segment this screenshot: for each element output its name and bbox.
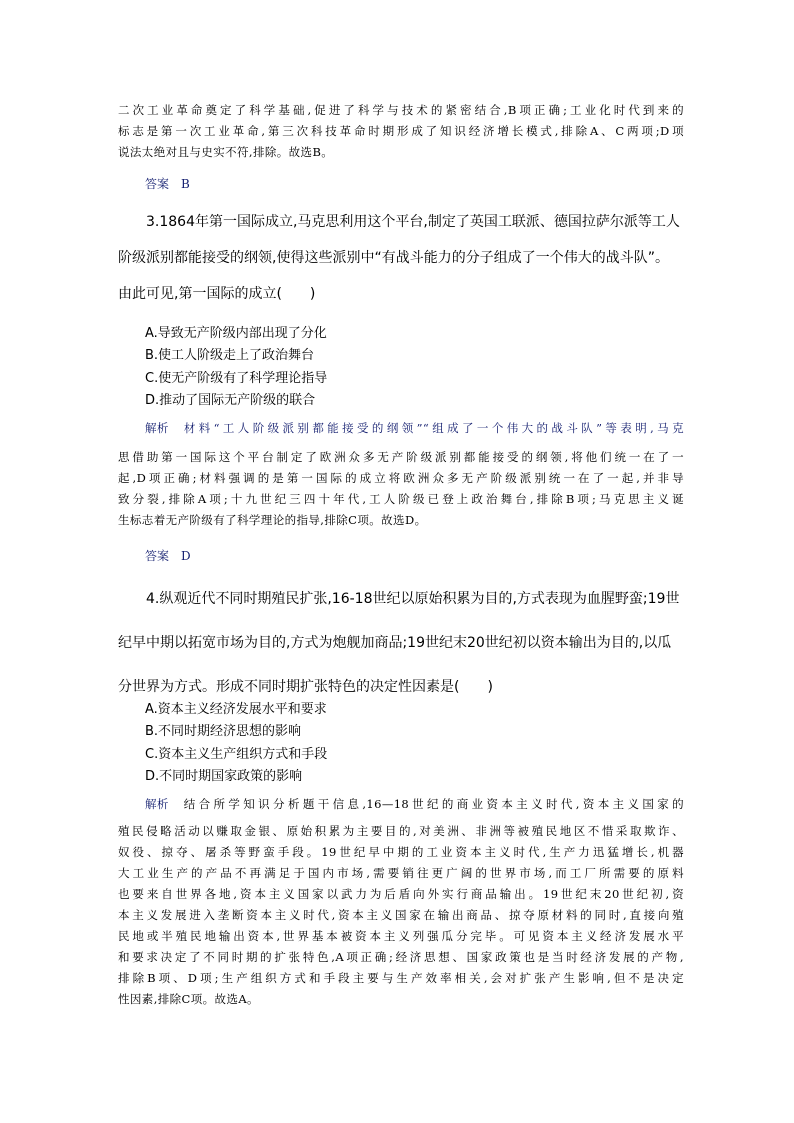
q4-option-b: B.不同时期经济思想的影响 [145, 724, 302, 740]
q3-option-d: D.推动了国际无产阶级的联合 [145, 393, 316, 409]
q4-stem [118, 584, 684, 702]
q4-explanation-line: 奴役、掠夺、屠杀等野蛮手段。19世纪早中期的工业资本主义时代,生产力迅猛增长,机器 [118, 845, 684, 859]
q3-options [145, 323, 327, 413]
q4-stem-line: 4.纵观近代不同时期殖民扩张,16-18世纪以原始积累为目的,方式表现为血腥野蛮;19世 [146, 591, 680, 607]
q4-stem-line: 分世界为方式。形成不同时期扩张特色的决定性因素是( ) [118, 679, 493, 695]
q4-explanation-line: 解析 结合所学知识分析题干信息,16—18世纪的商业资本主义时代,资本主义国家的 [118, 794, 684, 815]
q3-explanation-line: 生标志着无产阶级有了科学理论的指导,排除C项。故选D。 [118, 513, 427, 527]
q2-explanation-line: 说法太绝对且与史实不符,排除。故选B。 [118, 145, 334, 159]
q4-explanation-line: 也要来自世界各地,资本主义国家以武力为后盾向外实行商品输出。19世纪末20世纪初,资 [118, 887, 684, 901]
q2-explanation-line: 二次工业革命奠定了科学基础,促进了科学与技术的紧密结合,B项正确;工业化时代到来的 [118, 103, 684, 117]
q3-option-c: C.使无产阶级有了科学理论指导 [145, 370, 328, 386]
answer-value: B [181, 177, 190, 191]
q2-explanation-line: 标志是第一次工业革命,第三次科技革命时期形成了知识经济增长模式,排除A、C两项;D项 [118, 124, 684, 138]
answer-label: 答案 [145, 549, 170, 563]
q4-options [145, 699, 327, 789]
q4-explanation-line: 大工业生产的产品不再满足于国内市场,需要销往更广阔的世界市场,而工厂所需要的原料 [118, 866, 684, 880]
q4-stem-line: 纪早中期以拓宽市场为目的,方式为炮舰加商品;19世纪末20世纪初以资本输出为目的,以瓜 [118, 635, 672, 651]
q3-explanation-line: 致分裂,排除A项;十九世纪三四十年代,工人阶级已登上政治舞台,排除B项;马克思主义诞 [118, 492, 684, 506]
q3-explanation-line: 思借助第一国际这个平台制定了欧洲众多无产阶级派别都能接受的纲领,将他们统一在了一 [118, 450, 684, 464]
q3-stem [118, 207, 684, 309]
q4-explanation-line: 排除B项、D项;生产组织方式和手段主要与生产效率相关,会对扩张产生影响,但不是决定 [118, 971, 684, 985]
q3-stem-line: 阶级派别都能接受的纲领,使得这些派别中“有战斗能力的分子组成了一个伟大的战斗队”。 [118, 250, 669, 266]
answer-value: D [181, 549, 191, 563]
q4-explanation [118, 794, 684, 1010]
explanation-label: 解析 [145, 421, 169, 435]
q3-option-a: A.导致无产阶级内部出现了分化 [145, 326, 327, 341]
q4-explanation-line: 性因素,排除C项。故选A。 [118, 992, 259, 1006]
q3-explanation [118, 418, 684, 531]
q3-stem-line: 3.1864年第一国际成立,马克思利用这个平台,制定了英国工联派、德国拉萨尔派等工人 [146, 214, 680, 230]
q4-option-d: D.不同时期国家政策的影响 [145, 769, 303, 785]
explanation-label: 解析 [145, 797, 169, 811]
q2-answer [145, 175, 190, 192]
q2-explanation [118, 100, 684, 163]
q3-explanation-line: 解析 材料“工人阶级派别都能接受的纲领”“组成了一个伟大的战斗队”等表明,马克 [118, 418, 684, 439]
q4-explanation-line: 本主义发展进入垄断资本主义时代,资本主义国家在输出商品、掠夺原材料的同时,直接向殖 [118, 908, 684, 922]
answer-label: 答案 [145, 177, 170, 191]
q4-option-c: C.资本主义生产组织方式和手段 [145, 746, 328, 762]
q3-stem-line: 由此可见,第一国际的成立( ) [118, 286, 316, 302]
q3-explanation-line: 起,D项正确;材料强调的是第一国际的成立将欧洲众多无产阶级派别统一在了一起,并非导 [118, 471, 684, 485]
q4-explanation-line: 民地或半殖民地输出资本,世界基本被资本主义列强瓜分完毕。可见资本主义经济发展水平 [118, 929, 684, 943]
q3-answer [145, 547, 191, 564]
q4-explanation-line: 殖民侵略活动以赚取金银、原始积累为主要目的,对美洲、非洲等被殖民地区不惜采取欺诈、 [118, 824, 684, 838]
q4-option-a: A.资本主义经济发展水平和要求 [145, 702, 327, 717]
q3-option-b: B.使工人阶级走上了政治舞台 [145, 348, 315, 364]
q4-explanation-line: 和要求决定了不同时期的扩张特色,A项正确;经济思想、国家政策也是当时经济发展的产物, [118, 950, 684, 964]
